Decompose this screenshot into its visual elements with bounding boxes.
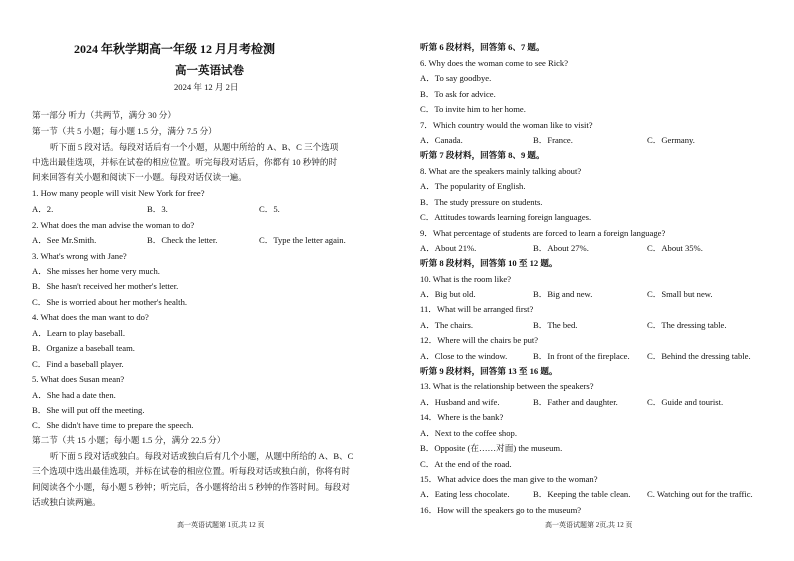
instruction-line: 间阅读各个小题，每小题 5 秒钟；听完后，各小题将给出 5 秒钟的作答时间。每段对 [32,482,350,492]
segment-heading: 听第 6 段材料，回答第 6、7 题。 [420,42,545,52]
section-heading: 第二节（共 15 小题；每小题 1.5 分，满分 22.5 分） [32,435,226,445]
question-8: 8. What are the speakers mainly talking about? [420,166,582,176]
option-a[interactable]: A．Canada. [420,135,463,145]
option-a[interactable]: A．She had a date then. [32,390,116,400]
option-c[interactable]: C. Watching out for the traffic. [647,489,753,499]
option-b[interactable]: B．France. [533,135,573,145]
option-b[interactable]: B．She will put off the meeting. [32,405,145,415]
instruction-line: 话或独白读两遍。 [32,497,101,507]
option-c[interactable]: C．Small but new. [647,289,713,299]
segment-heading: 听第 9 段材料，回答第 13 至 16 题。 [420,366,558,376]
option-c[interactable]: C．Type the letter again. [259,235,346,245]
option-a[interactable]: A．Learn to play baseball. [32,328,126,338]
question-14: 14．Where is the bank? [420,412,504,422]
option-c[interactable]: C．Find a baseball player. [32,359,124,369]
option-a[interactable]: A．She misses her home very much. [32,266,160,276]
option-b[interactable]: B．Father and daughter. [533,397,618,407]
page-footer: 高一英语试题第 2页,共 12 页 [545,521,633,529]
question-1: 1. How many people will visit New York for free? [32,188,205,198]
option-c[interactable]: C．5. [259,204,280,214]
instruction-line: 听下面 5 段对话。每段对话后有一个小题，从题中所给的 A、B、C 三个选项 [50,142,339,152]
question-6: 6. Why does the woman come to see Rick? [420,58,569,68]
option-c[interactable]: C．She didn't have time to prepare the speech. [32,420,194,430]
option-a[interactable]: A．About 21%. [420,243,477,253]
exam-subtitle: 高一英语试卷 [175,65,244,77]
option-a[interactable]: A．2. [32,204,54,214]
option-c[interactable]: C．At the end of the road. [420,459,512,469]
question-2: 2. What does the man advise the woman to do? [32,220,195,230]
option-c[interactable]: C．About 35%. [647,243,703,253]
option-b[interactable]: B．Big and new. [533,289,593,299]
instruction-line: 三个选项中选出最佳选项，并标在试卷的相应位置。听每段对话或独白前，你将有时 [32,466,350,476]
option-b[interactable]: B．Keeping the table clean. [533,489,631,499]
option-a[interactable]: A．The popularity of English. [420,181,526,191]
question-3: 3. What's wrong with Jane? [32,251,127,261]
question-9: 9．What percentage of students are forced to learn a foreign language? [420,228,666,238]
option-c[interactable]: C．To invite him to her home. [420,104,526,114]
question-5: 5. What does Susan mean? [32,374,125,384]
option-c[interactable]: C．Germany. [647,135,695,145]
option-b[interactable]: B．The study pressure on students. [420,197,543,207]
page-left [32,0,382,561]
instruction-line: 听下面 5 段对话或独白。每段对话或独白后有几个小题，从题中所给的 A、B、C [50,451,354,461]
option-b[interactable]: B．Opposite (在……对面) the museum. [420,443,563,453]
option-b[interactable]: B．She hasn't received her mother's letter. [32,281,179,291]
option-a[interactable]: A．Next to the coffee shop. [420,428,517,438]
exam-date: 2024 年 12 月 2日 [174,82,239,92]
page-right [420,0,780,561]
question-13: 13. What is the relationship between the speakers? [420,381,594,391]
question-10: 10. What is the room like? [420,274,512,284]
option-c[interactable]: C．She is worried about her mother's health. [32,297,188,307]
page-footer: 高一英语试题第 1页,共 12 页 [177,521,265,529]
question-4: 4. What does the man want to do? [32,312,149,322]
question-15: 15．What advice does the man give to the woman? [420,474,598,484]
option-b[interactable]: B．About 27%. [533,243,589,253]
option-b[interactable]: B．In front of the fireplace. [533,351,630,361]
option-a[interactable]: A．Husband and wife. [420,397,500,407]
option-a[interactable]: A．See Mr.Smith. [32,235,97,245]
option-a[interactable]: A．Eating less chocolate. [420,489,510,499]
question-12: 12．Where will the chairs be put? [420,335,539,345]
question-7: 7．Which country would the woman like to visit? [420,120,593,130]
option-c[interactable]: C．Guide and tourist. [647,397,724,407]
option-b[interactable]: B．Organize a baseball team. [32,343,135,353]
option-c[interactable]: C．Attitudes towards learning foreign languages. [420,212,592,222]
segment-heading: 听第 7 段材料，回答第 8、9 题。 [420,150,545,160]
question-16: 16．How will the speakers go to the museum? [420,505,582,515]
option-a[interactable]: A．The chairs. [420,320,473,330]
option-a[interactable]: A．Big but old. [420,289,476,299]
option-a[interactable]: A．To say goodbye. [420,73,492,83]
option-a[interactable]: A．Close to the window. [420,351,508,361]
segment-heading: 听第 8 段材料，回答第 10 至 12 题。 [420,258,558,268]
section-heading: 第一节（共 5 小题；每小题 1.5 分，满分 7.5 分） [32,126,217,136]
instruction-line: 间来回答有关小题和阅读下一小题。每段对话仅读一遍。 [32,172,247,182]
option-b[interactable]: B．3. [147,204,168,214]
option-c[interactable]: C．Behind the dressing table. [647,351,751,361]
exam-title: 2024 年秋学期高一年级 12 月月考检测 [74,42,276,56]
option-b[interactable]: B．The bed. [533,320,578,330]
option-b[interactable]: B．Check the letter. [147,235,218,245]
option-c[interactable]: C．The dressing table. [647,320,727,330]
question-11: 11．What will be arranged first? [420,304,534,314]
instruction-line: 中选出最佳选项，并标在试卷的相应位置。听完每段对话后，你都有 10 秒钟的时 [32,157,338,167]
option-b[interactable]: B．To ask for advice. [420,89,496,99]
part-heading: 第一部分 听力（共两节，满分 30 分） [32,110,176,120]
